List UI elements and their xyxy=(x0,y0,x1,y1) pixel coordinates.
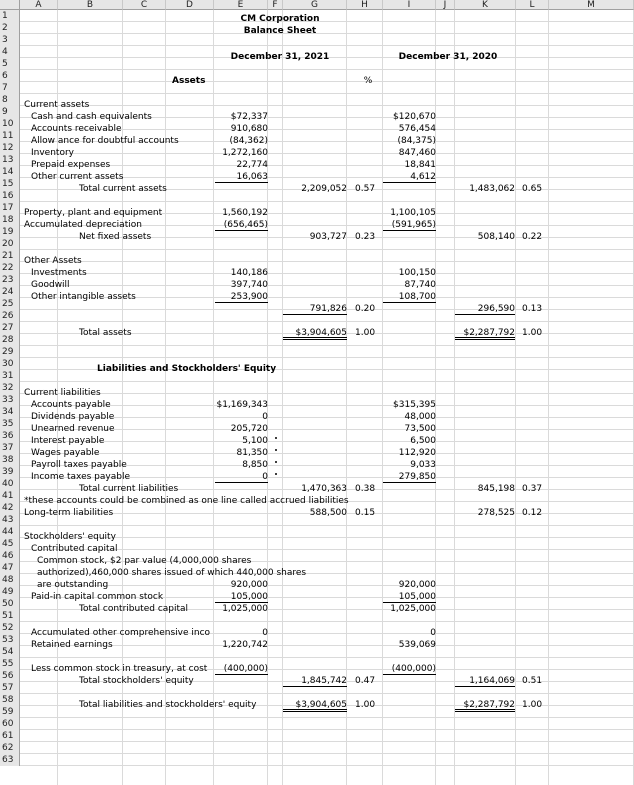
asterisk-icon xyxy=(275,473,277,475)
wages-cur: 81,350 xyxy=(236,448,268,458)
grid-line-horizontal xyxy=(20,357,634,358)
ap-prior: $315,395 xyxy=(393,400,436,410)
row-header[interactable]: 22 xyxy=(0,262,20,274)
row-header[interactable]: 28 xyxy=(0,334,20,346)
row-header[interactable]: 38 xyxy=(0,454,20,466)
total-current-assets-prior: 1,483,062 xyxy=(469,184,515,194)
contributed-capital-label: Contributed capital xyxy=(31,544,118,554)
row-header[interactable]: 44 xyxy=(0,526,20,538)
row-header[interactable]: 61 xyxy=(0,730,20,742)
row-header[interactable]: 3 xyxy=(0,34,20,46)
row-header[interactable]: 60 xyxy=(0,718,20,730)
grid-line-horizontal xyxy=(20,765,634,766)
total-current-liab-label: Total current liabilities xyxy=(79,484,179,494)
inventory-prior: 847,460 xyxy=(398,148,436,158)
ap-cur: $1,169,343 xyxy=(216,400,268,410)
row-header[interactable]: 12 xyxy=(0,142,20,154)
row-header[interactable]: 31 xyxy=(0,370,20,382)
investments-prior: 100,150 xyxy=(398,268,436,278)
goodwill-cur: 397,740 xyxy=(230,280,268,290)
cash-prior: $120,670 xyxy=(393,112,436,122)
grid-line-horizontal xyxy=(20,693,634,694)
column-header[interactable]: F xyxy=(268,0,283,10)
ap-label: Accounts payable xyxy=(31,400,111,410)
total-liab-equity-label: Total liabilities and stockholders' equity xyxy=(79,700,257,710)
grid-line-horizontal xyxy=(20,729,634,730)
column-header[interactable]: H xyxy=(347,0,383,10)
row-header[interactable]: 32 xyxy=(0,382,20,394)
cash-label: Cash and cash equivalents xyxy=(31,112,152,122)
inventory-label: Inventory xyxy=(31,148,74,158)
investments-label: Investments xyxy=(31,268,87,278)
column-header[interactable]: J xyxy=(436,0,455,10)
net-fixed-cur-pct: 0.23 xyxy=(355,232,376,242)
grid-line-horizontal xyxy=(20,585,634,586)
net-fixed-prior-pct: 0.22 xyxy=(522,232,543,242)
row-header[interactable]: 47 xyxy=(0,562,20,574)
total-assets-prior-pct: 1.00 xyxy=(522,328,543,338)
total-current-liab-cur: 1,470,363 xyxy=(301,484,347,494)
long-term-cur: 588,500 xyxy=(309,508,347,518)
row-header[interactable]: 14 xyxy=(0,166,20,178)
treasury-prior: (400,000) xyxy=(383,663,436,675)
grid-line-horizontal xyxy=(20,81,634,82)
row-header[interactable]: 23 xyxy=(0,274,20,286)
paid-in-prior: 105,000 xyxy=(383,591,436,603)
row-header[interactable]: 34 xyxy=(0,406,20,418)
row-header[interactable]: 43 xyxy=(0,514,20,526)
grid-line-horizontal xyxy=(20,93,634,94)
accrued-note: *these accounts could be combined as one line called accrued liabilities xyxy=(24,496,349,506)
treasury-label: Less common stock in treasury, at cost xyxy=(31,664,208,674)
grid-line-horizontal xyxy=(20,621,634,622)
wages-label: Wages payable xyxy=(31,448,100,458)
intangible-prior: 108,700 xyxy=(383,291,436,303)
grid-line-horizontal xyxy=(20,405,634,406)
total-contributed-cur: 1,025,000 xyxy=(222,604,268,614)
goodwill-label: Goodwill xyxy=(31,280,70,290)
total-liab-equity-cur-pct: 1.00 xyxy=(355,700,376,710)
grid-line-horizontal xyxy=(20,321,634,322)
row-header[interactable]: 9 xyxy=(0,106,20,118)
grid-line-horizontal xyxy=(20,69,634,70)
grid-line-horizontal xyxy=(20,381,634,382)
row-header[interactable]: 4 xyxy=(0,46,20,58)
unearned-prior: 73,500 xyxy=(404,424,436,434)
row-header[interactable]: 30 xyxy=(0,358,20,370)
column-header[interactable]: K xyxy=(455,0,516,10)
total-current-liab-prior: 845,198 xyxy=(477,484,515,494)
company-name: CM Corporation xyxy=(240,14,320,24)
total-assets-prior: $2,287,792 xyxy=(455,327,515,340)
column-header[interactable]: A xyxy=(20,0,58,10)
column-header[interactable]: M xyxy=(549,0,634,10)
row-header[interactable]: 35 xyxy=(0,418,20,430)
asterisk-icon xyxy=(275,437,277,439)
row-header[interactable]: 7 xyxy=(0,82,20,94)
row-header[interactable]: 26 xyxy=(0,310,20,322)
other-current-label: Other current assets xyxy=(31,172,124,182)
long-term-label: Long-term liabilities xyxy=(24,508,114,518)
other-assets-total-cur-pct: 0.20 xyxy=(355,304,376,314)
total-current-assets-label: Total current assets xyxy=(79,184,167,194)
intangible-cur: 253,900 xyxy=(215,291,268,303)
aoci-prior: 0 xyxy=(430,628,436,638)
other-assets-total-cur: 791,826 xyxy=(283,303,347,315)
total-assets-cur: $3,904,605 xyxy=(283,327,347,340)
income-tax-cur: 0 xyxy=(215,471,268,483)
column-header[interactable]: B xyxy=(58,0,123,10)
grid-line-horizontal xyxy=(20,657,634,658)
wages-prior: 112,920 xyxy=(398,448,436,458)
accdep-label: Accumulated depreciation xyxy=(24,220,142,230)
row-header[interactable]: 36 xyxy=(0,430,20,442)
investments-cur: 140,186 xyxy=(230,268,268,278)
row-header[interactable]: 29 xyxy=(0,346,20,358)
total-equity-cur-pct: 0.47 xyxy=(355,676,376,686)
long-term-prior-pct: 0.12 xyxy=(522,508,543,518)
long-term-prior: 278,525 xyxy=(477,508,515,518)
liabilities-title: Liabilities and Stockholders' Equity xyxy=(97,364,277,374)
ar-label: Accounts receivable xyxy=(31,124,122,134)
ppe-cur: 1,560,192 xyxy=(222,208,268,218)
grid-line-horizontal xyxy=(20,525,634,526)
accdep-prior: (591,965) xyxy=(383,219,436,231)
column-header[interactable]: C xyxy=(123,0,166,10)
cash-cur: $72,337 xyxy=(230,112,268,122)
dividends-label: Dividends payable xyxy=(31,412,115,422)
dividends-prior: 48,000 xyxy=(404,412,436,422)
grid-line-horizontal xyxy=(20,153,634,154)
assets-title: Assets xyxy=(172,76,206,86)
allowance-prior: (84,375) xyxy=(397,136,436,146)
total-current-assets-cur-pct: 0.57 xyxy=(355,184,376,194)
aoci-cur: 0 xyxy=(262,628,268,638)
row-header[interactable]: 2 xyxy=(0,22,20,34)
total-contributed-label: Total contributed capital xyxy=(79,604,189,614)
row-header[interactable]: 33 xyxy=(0,394,20,406)
date-prior: December 31, 2020 xyxy=(398,52,498,62)
total-assets-label: Total assets xyxy=(79,328,132,338)
grid-line-horizontal xyxy=(20,753,634,754)
paid-in-label: Paid-in capital common stock xyxy=(31,592,164,602)
retained-label: Retained earnings xyxy=(31,640,113,650)
column-header[interactable]: D xyxy=(166,0,214,10)
grid-line-horizontal xyxy=(20,285,634,286)
row-header[interactable]: 24 xyxy=(0,286,20,298)
column-header[interactable]: G xyxy=(283,0,347,10)
total-current-liab-prior-pct: 0.37 xyxy=(522,484,543,494)
other-current-prior: 4,612 xyxy=(383,171,436,183)
total-liab-equity-prior-pct: 1.00 xyxy=(522,700,543,710)
total-liab-equity-prior: $2,287,792 xyxy=(455,699,515,712)
intangible-label: Other intangible assets xyxy=(31,292,136,302)
other-assets-total-prior: 296,590 xyxy=(455,303,515,315)
common-stock-line2: authorized),460,000 shares issued of which 440,000 shares xyxy=(37,568,307,578)
common-stock-prior: 920,000 xyxy=(398,580,436,590)
payroll-prior: 9,033 xyxy=(410,460,436,470)
prepaid-label: Prepaid expenses xyxy=(31,160,111,170)
total-current-assets-prior-pct: 0.65 xyxy=(522,184,543,194)
grid-line-horizontal xyxy=(20,165,634,166)
grid-line-horizontal xyxy=(20,441,634,442)
total-liab-equity-cur: $3,904,605 xyxy=(283,699,347,712)
row-header[interactable]: 6 xyxy=(0,70,20,82)
row-header[interactable]: 55 xyxy=(0,658,20,670)
row-header[interactable]: 42 xyxy=(0,502,20,514)
row-header[interactable]: 52 xyxy=(0,622,20,634)
allowance-cur: (84,362) xyxy=(229,136,268,146)
total-equity-cur: 1,845,742 xyxy=(283,675,347,687)
grid-line-horizontal xyxy=(20,453,634,454)
ppe-prior: 1,100,105 xyxy=(390,208,436,218)
grid-line-horizontal xyxy=(20,717,634,718)
row-header[interactable]: 46 xyxy=(0,550,20,562)
ar-cur: 910,680 xyxy=(230,124,268,134)
dividends-cur: 0 xyxy=(262,412,268,422)
total-equity-label: Total stockholders' equity xyxy=(79,676,194,686)
column-header[interactable]: I xyxy=(383,0,436,10)
interest-prior: 6,500 xyxy=(410,436,436,446)
grid-line-horizontal xyxy=(20,393,634,394)
retained-cur: 1,220,742 xyxy=(222,640,268,650)
current-assets-label: Current assets xyxy=(24,100,90,110)
row-header[interactable]: 58 xyxy=(0,694,20,706)
row-header[interactable]: 10 xyxy=(0,118,20,130)
row-header[interactable]: 40 xyxy=(0,478,20,490)
row-header[interactable]: 13 xyxy=(0,154,20,166)
row-header[interactable]: 50 xyxy=(0,598,20,610)
row-header[interactable]: 56 xyxy=(0,670,20,682)
row-header[interactable]: 41 xyxy=(0,490,20,502)
row-header[interactable]: 1 xyxy=(0,10,20,22)
row-header[interactable]: 25 xyxy=(0,298,20,310)
unearned-label: Unearned revenue xyxy=(31,424,115,434)
total-equity-prior-pct: 0.51 xyxy=(522,676,543,686)
net-fixed-cur: 903,727 xyxy=(309,232,347,242)
date-current: December 31, 2021 xyxy=(230,52,330,62)
grid-line-horizontal xyxy=(20,741,634,742)
other-current-cur: 16,063 xyxy=(215,171,268,183)
treasury-cur: (400,000) xyxy=(215,663,268,675)
row-header[interactable]: 11 xyxy=(0,130,20,142)
income-tax-label: Income taxes payable xyxy=(31,472,130,482)
stockholders-equity-label: Stockholders' equity xyxy=(24,532,116,542)
row-header[interactable]: 21 xyxy=(0,250,20,262)
grid-line-horizontal xyxy=(20,261,634,262)
row-header[interactable]: 57 xyxy=(0,682,20,694)
total-current-liab-cur-pct: 0.38 xyxy=(355,484,376,494)
row-header[interactable]: 48 xyxy=(0,574,20,586)
grid-line-horizontal xyxy=(20,249,634,250)
row-header[interactable]: 16 xyxy=(0,190,20,202)
total-current-assets-cur: 2,209,052 xyxy=(301,184,347,194)
row-header[interactable]: 51 xyxy=(0,610,20,622)
row-header[interactable]: 20 xyxy=(0,238,20,250)
prepaid-cur: 22,774 xyxy=(236,160,268,170)
interest-label: Interest payable xyxy=(31,436,105,446)
grid-line-horizontal xyxy=(20,105,634,106)
ppe-label: Property, plant and equipment xyxy=(24,208,163,218)
retained-prior: 539,069 xyxy=(398,640,436,650)
row-header[interactable]: 27 xyxy=(0,322,20,334)
current-liabilities-label: Current liabilities xyxy=(24,388,101,398)
total-equity-prior: 1,164,069 xyxy=(455,675,515,687)
row-header[interactable]: 54 xyxy=(0,646,20,658)
row-header[interactable]: 49 xyxy=(0,586,20,598)
net-fixed-label: Net fixed assets xyxy=(79,232,152,242)
other-assets-label: Other Assets xyxy=(24,256,82,266)
grid-line-horizontal xyxy=(20,201,634,202)
inventory-cur: 1,272,160 xyxy=(222,148,268,158)
row-header[interactable]: 45 xyxy=(0,538,20,550)
percent-header: % xyxy=(363,76,373,86)
grid-line-horizontal xyxy=(20,273,634,274)
paid-in-cur: 105,000 xyxy=(215,591,268,603)
statement-title: Balance Sheet xyxy=(243,26,317,36)
select-all-corner[interactable] xyxy=(0,0,20,10)
row-header[interactable]: 15 xyxy=(0,178,20,190)
total-contributed-prior: 1,025,000 xyxy=(390,604,436,614)
prepaid-prior: 18,841 xyxy=(404,160,436,170)
common-stock-cur: 920,000 xyxy=(230,580,268,590)
row-header[interactable]: 19 xyxy=(0,226,20,238)
goodwill-prior: 87,740 xyxy=(404,280,436,290)
row-header[interactable]: 39 xyxy=(0,466,20,478)
row-header[interactable]: 59 xyxy=(0,706,20,718)
ar-prior: 576,454 xyxy=(398,124,436,134)
accdep-cur: (656,465) xyxy=(215,219,268,231)
other-assets-total-prior-pct: 0.13 xyxy=(522,304,543,314)
row-header[interactable]: 5 xyxy=(0,58,20,70)
interest-cur: 5,100 xyxy=(242,436,268,446)
row-header[interactable]: 8 xyxy=(0,94,20,106)
payroll-cur: 8,850 xyxy=(242,460,268,470)
aoci-label: Accumulated other comprehensive inco xyxy=(31,628,211,638)
row-header[interactable]: 62 xyxy=(0,742,20,754)
column-header[interactable]: L xyxy=(516,0,549,10)
payroll-label: Payroll taxes payable xyxy=(31,460,127,470)
unearned-cur: 205,720 xyxy=(230,424,268,434)
income-tax-prior: 279,850 xyxy=(383,471,436,483)
total-assets-cur-pct: 1.00 xyxy=(355,328,376,338)
column-header[interactable]: E xyxy=(214,0,268,10)
row-header[interactable]: 37 xyxy=(0,442,20,454)
row-header[interactable]: 17 xyxy=(0,202,20,214)
asterisk-icon xyxy=(275,449,277,451)
asterisk-icon xyxy=(275,461,277,463)
grid-line-horizontal xyxy=(20,345,634,346)
outstanding-label: are outstanding xyxy=(37,580,109,590)
row-header[interactable]: 53 xyxy=(0,634,20,646)
row-header[interactable]: 63 xyxy=(0,754,20,766)
long-term-cur-pct: 0.15 xyxy=(355,508,376,518)
common-stock-line1: Common stock, $2 par value (4,000,000 shares xyxy=(37,556,252,566)
net-fixed-prior: 508,140 xyxy=(477,232,515,242)
grid-line-horizontal xyxy=(20,45,634,46)
allowance-label: Allow ance for doubtful accounts xyxy=(31,136,179,146)
row-header[interactable]: 18 xyxy=(0,214,20,226)
